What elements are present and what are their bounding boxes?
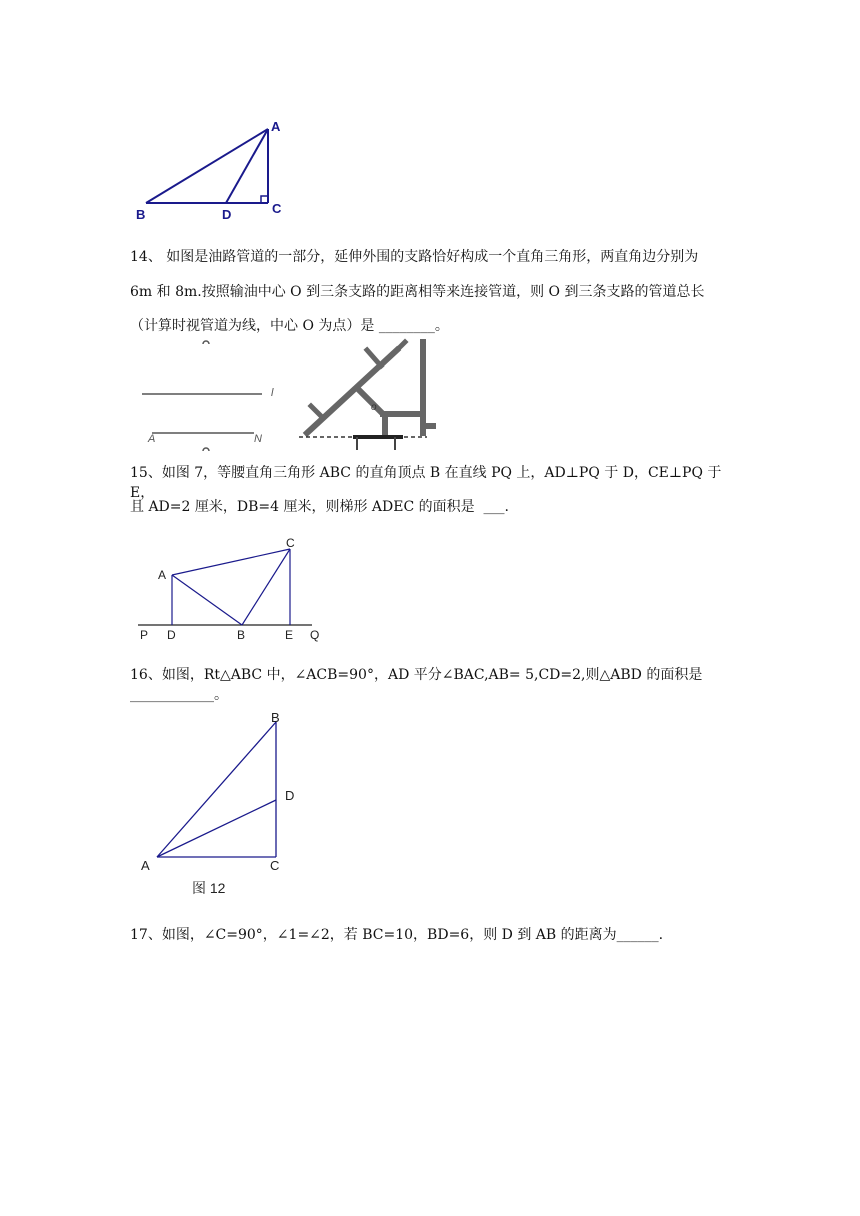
label-e: E (285, 628, 294, 642)
segment-ba (146, 129, 268, 203)
label-a: A (271, 119, 281, 134)
figure-q15-trapezoid (130, 533, 330, 645)
label-o: o (371, 402, 377, 413)
label-q: Q (310, 628, 320, 642)
segment-ab (157, 722, 276, 857)
label-b: B (271, 710, 280, 725)
label-a: A (158, 568, 167, 582)
label-b: B (237, 628, 246, 642)
segment-ab (172, 575, 242, 625)
question-14-line-3: （计算时视管道为线，中心 O 为点）是 ________。 (130, 318, 449, 334)
question-15-line-2: 且 AD=2 厘米，DB=4 厘米，则梯形 ADEC 的面积是 ___. (130, 499, 509, 515)
label-d: D (222, 207, 232, 222)
figure-q16-triangle (130, 700, 330, 900)
figure-q14-left (130, 338, 290, 453)
question-16-line-1: 16、如图，Rt△ABC 中，∠ACB=90°，AD 平分∠BAC,AB= 5,CD=2,则△ABD 的面积是____________。 (130, 667, 703, 703)
figure-caption: 图 12 (192, 880, 226, 896)
label-a-left: A (148, 433, 156, 445)
arc-bottom (203, 448, 209, 451)
right-angle-mark (261, 196, 268, 203)
label-n: N (254, 433, 262, 445)
label-c: C (272, 201, 282, 216)
arc-top (203, 341, 209, 344)
segment-ad (157, 800, 276, 857)
label-d: D (167, 628, 176, 642)
segment-ac (172, 549, 290, 575)
segment-bc (242, 549, 290, 625)
label-c: C (270, 858, 280, 873)
label-a: A (141, 858, 150, 873)
label-p: P (140, 628, 149, 642)
question-15-line-1: 15、如图 7，等腰直角三角形 ABC 的直角顶点 B 在直线 PQ 上，AD⊥PQ 于 D，CE⊥PQ 于 E， (130, 465, 726, 501)
label-c: C (286, 536, 295, 550)
question-17-line-1: 17、如图，∠C=90°，∠1=∠2，若 BC=10，BD=6，则 D 到 AB 的距离为______. (130, 927, 664, 943)
question-14-line-1: 14、 如图是油路管道的一部分，延伸外围的支路恰好构成一个直角三角形，两直角边分别为 (130, 249, 699, 265)
pipe-branch-2 (367, 350, 381, 366)
pipe-branch-3 (397, 342, 405, 350)
pipe-branch-1 (311, 406, 323, 418)
figure-q14-pipeline (295, 338, 445, 453)
question-14-line-2: 6m 和 8m.按照输油中心 O 到三条支路的距离相等来连接管道，则 O 到三条支路的管道总长 (130, 284, 705, 300)
figure-triangle-abcd (130, 110, 300, 225)
segment-ad (226, 129, 268, 203)
label-l: l (271, 387, 274, 399)
label-d: D (285, 788, 295, 803)
label-b: B (136, 207, 146, 222)
